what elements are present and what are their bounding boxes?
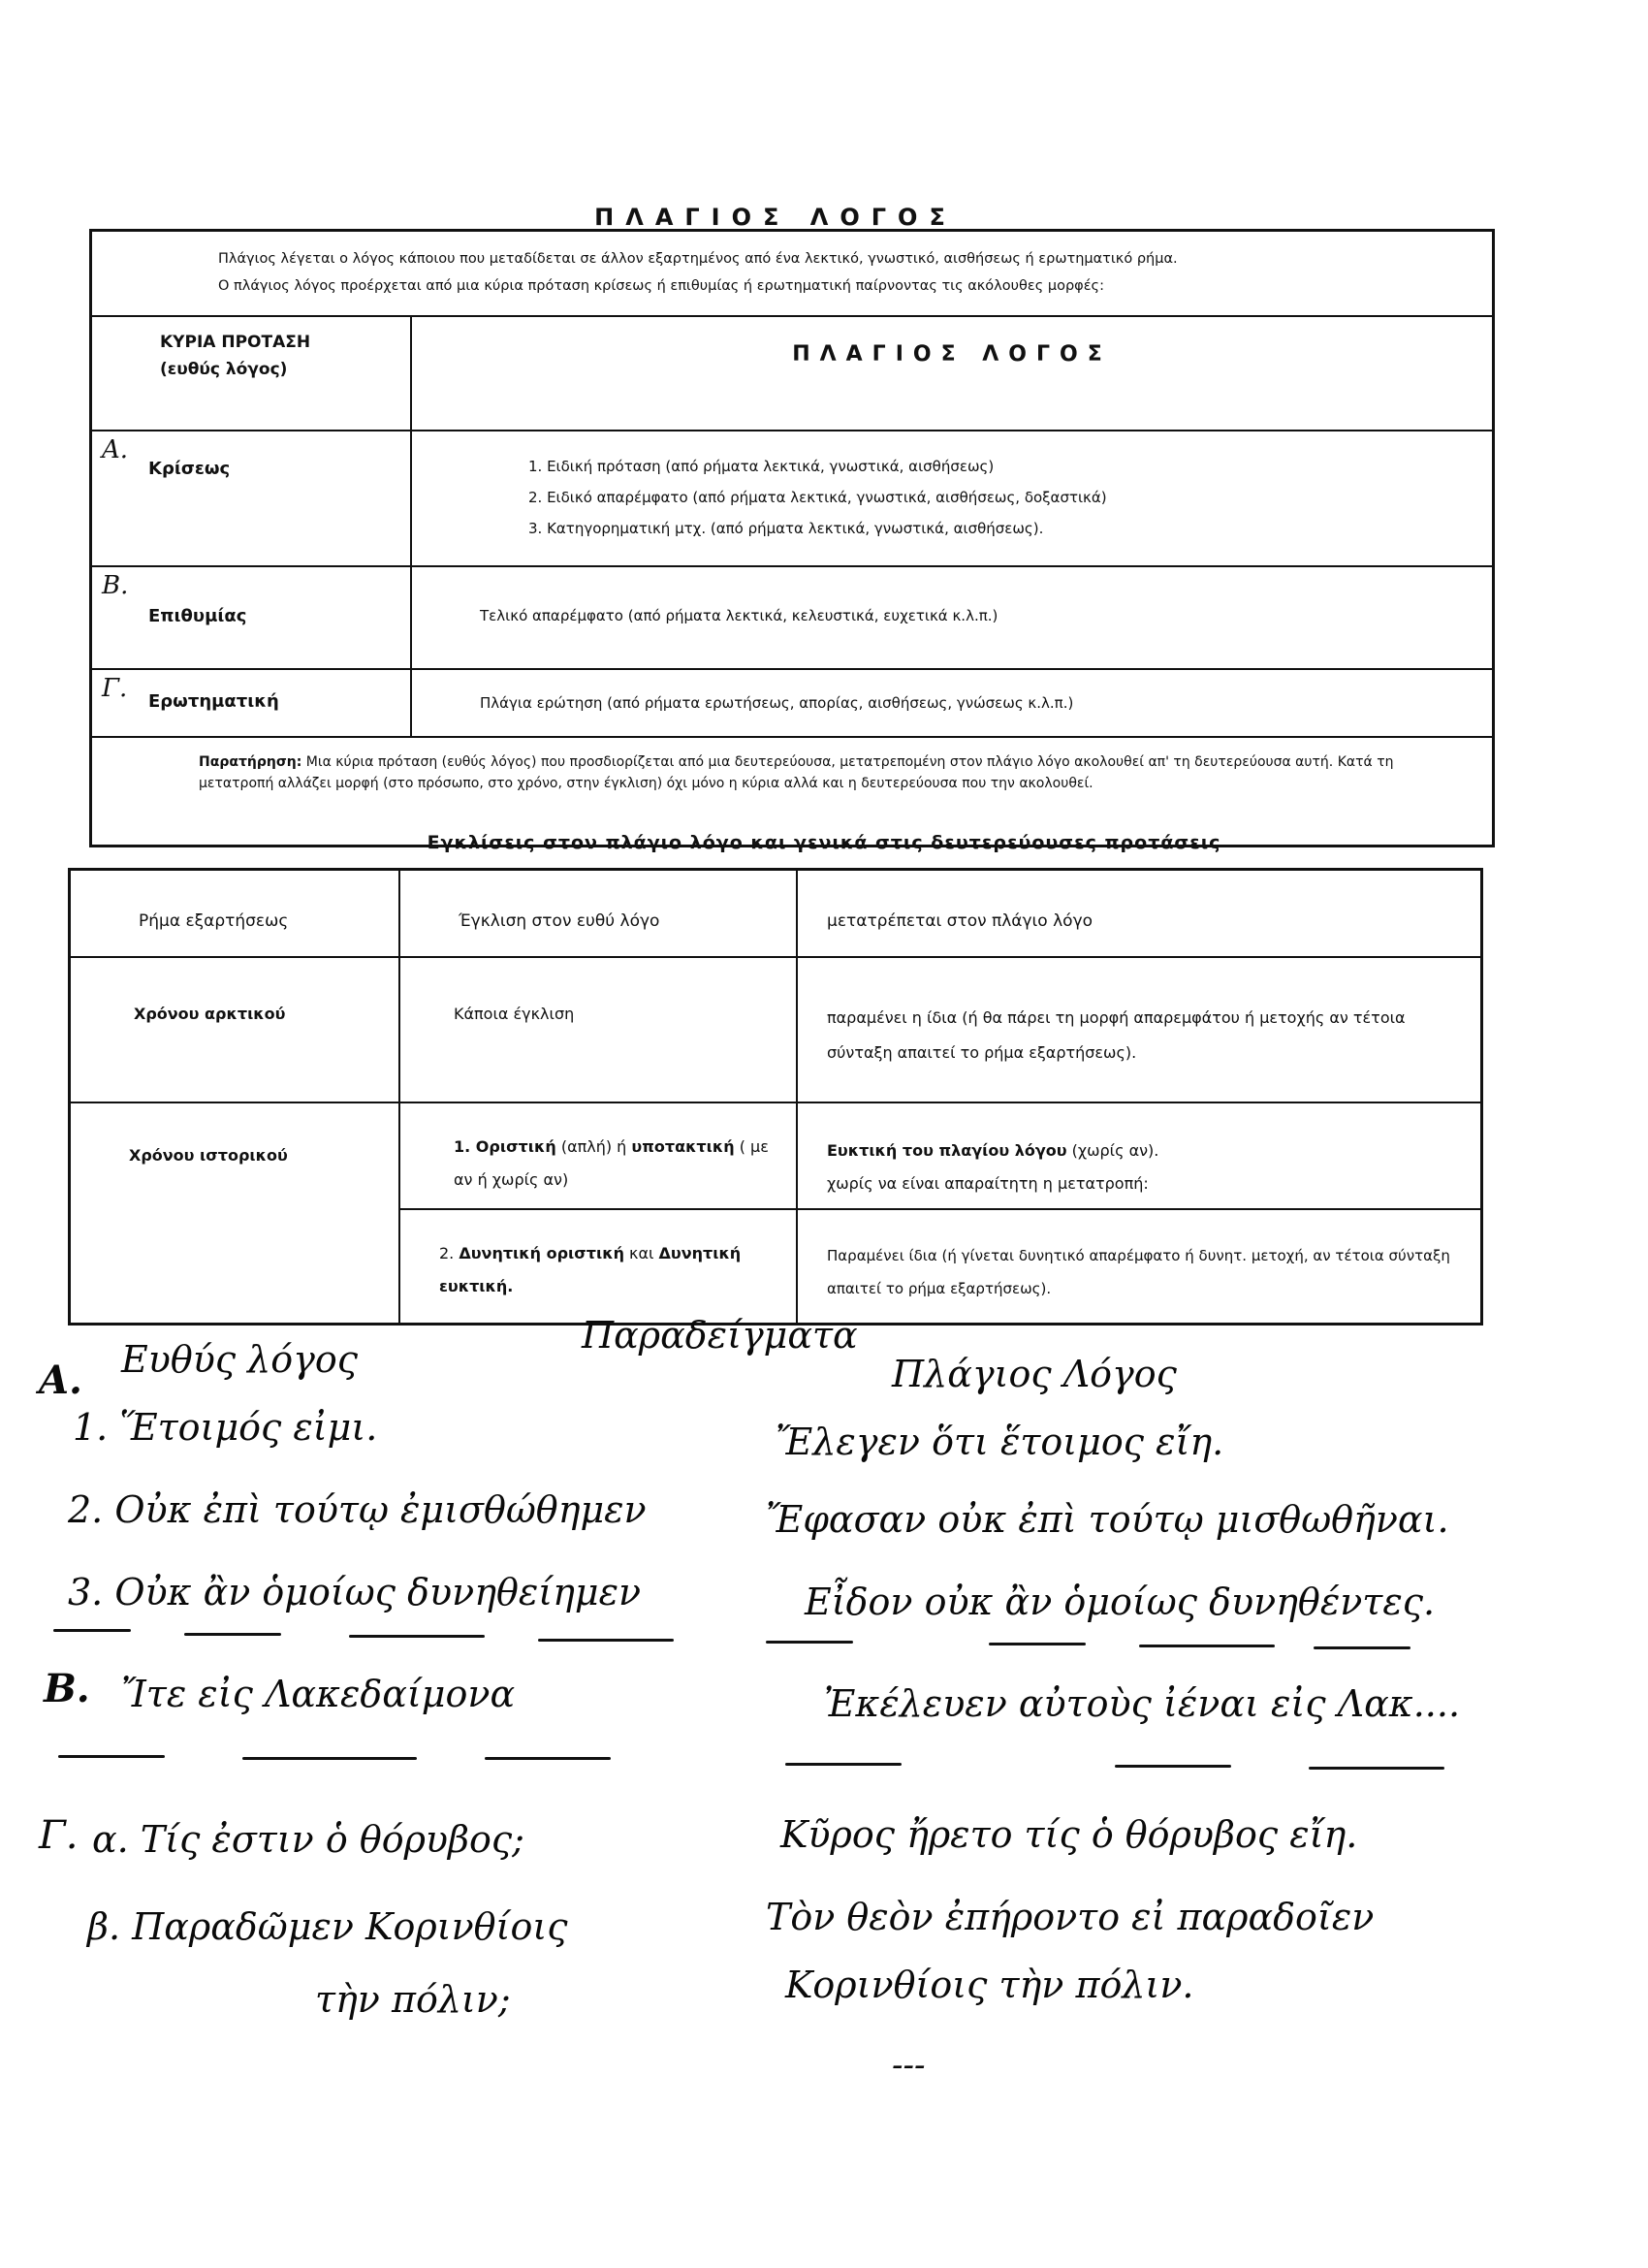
underline [766, 1641, 853, 1644]
underline [989, 1643, 1086, 1645]
intro-line-2: Ο πλάγιος λόγος προέρχεται από μια κύρια πρόταση κρίσεως ή επιθυμίας ή ερωτηματική παίρνοντας τις ακόλουθες μορφές: [218, 278, 1104, 294]
example-letter-a: A. [39, 1358, 82, 1403]
moods-subtitle: Εγκλίσεις στον πλάγιο λόγο και γενικά στις δευτερεύουσες προτάσεις [427, 832, 1221, 853]
row-content [412, 670, 1492, 736]
row-letter: B. [102, 571, 129, 600]
moods-row-historic [71, 1103, 1480, 1323]
underline [785, 1763, 902, 1766]
example-letter-b: B. [44, 1666, 90, 1711]
list-item: 1. Ειδική πρόταση (από ρήματα λεκτικά, γνωστικά, αισθήσεως) [528, 458, 995, 475]
moods-row-primary [71, 958, 1480, 1103]
underline [1115, 1765, 1231, 1768]
note-label: Παρατήρηση: [199, 754, 302, 770]
bold-term: Δυνητική ευκτική. [439, 1244, 742, 1295]
intro-cell [92, 232, 1492, 317]
direct-speech-heading: Ευθύς λόγος [121, 1338, 359, 1381]
direct-example-3: 3. Οὐκ ἂν ὁμοίως δυνηθείημεν [68, 1571, 642, 1613]
row-label-cell [92, 567, 412, 668]
row-content [412, 431, 1492, 565]
moods-table-header [71, 871, 1480, 958]
table1-row-question [92, 670, 1492, 738]
header-indirect-speech: ΠΛΑΓΙΟΣ ΛΟΓΟΣ [792, 342, 1112, 367]
note-cell [92, 738, 1492, 845]
underline [538, 1639, 674, 1642]
text-span: ( με αν ή χωρίς αν) [454, 1137, 769, 1189]
direct-mood-cell [400, 1210, 798, 1323]
row-letter: A. [102, 435, 129, 464]
text-span: 2. [439, 1244, 460, 1262]
row-content [412, 567, 1492, 668]
header-governing-verb: Ρήμα εξαρτήσεως [71, 871, 400, 956]
underline [1314, 1646, 1410, 1649]
bold-term: Δυνητική οριστική [459, 1244, 624, 1262]
indirect-example-2: Ἔφασαν οὐκ ἐπὶ τούτῳ μισθωθῆναι. [766, 1498, 1449, 1541]
text-span: (χωρίς αν). [1066, 1141, 1159, 1160]
header-main-clause-subtitle: (ευθύς λόγος) [160, 360, 288, 379]
text-span: και [623, 1244, 659, 1262]
underline [184, 1633, 281, 1636]
header-indirect-conversion: μετατρέπεται στον πλάγιο λόγο [827, 911, 1093, 931]
row-label: Ερωτηματική [148, 691, 279, 712]
underline [349, 1635, 485, 1638]
bold-term: υποτακτική [631, 1137, 735, 1156]
indirect-speech-table [89, 229, 1495, 847]
text-span: χωρίς να είναι απαραίτητη η μετατροπή: [827, 1174, 1149, 1193]
row-label: Κρίσεως [148, 459, 231, 479]
indirect-mood-cell: Παραμένει ίδια (ή γίνεται δυνητικό απαρέμφατο ή δυνητ. μετοχή, αν τέτοια σύνταξη απαιτεί το ρήμα εξαρτήσεως). [827, 1247, 1450, 1297]
historic-subrow-1 [400, 1103, 1480, 1210]
underline [1139, 1645, 1275, 1647]
row-label-cell [92, 670, 412, 736]
table1-header [92, 317, 1492, 431]
intro-line-1: Πλάγιος λέγεται ο λόγος κάποιου που μεταδίδεται σε άλλον εξαρτημένος από ένα λεκτικό, γνωστικό, αισθήσεως ή ερωτηματικό ρήμα. [218, 251, 1178, 267]
header-direct-mood: Έγκλιση στον ευθύ λόγο [400, 871, 798, 956]
indirect-example-1: Ἔλεγεν ὅτι ἕτοιμος εἴη. [776, 1421, 1224, 1463]
list-item: 2. Ειδικό απαρέμφατο (από ρήματα λεκτικά, γνωστικά, αισθήσεως, δοξαστικά) [528, 489, 1107, 506]
example-letter-g: Γ. [39, 1813, 79, 1858]
bold-term: 1. Οριστική [454, 1137, 556, 1156]
direct-mood-cell [400, 1103, 798, 1208]
underline [242, 1757, 417, 1760]
indirect-example-6-cont: Κορινθίοις τὴν πόλιν. [785, 1964, 1194, 2006]
verb-tense-cell: Χρόνου αρκτικού [71, 958, 400, 1102]
direct-example-6: β. Παραδῶμεν Κορινθίοις [87, 1905, 568, 1948]
header-main-clause-title: ΚΥΡΙΑ ΠΡΟΤΑΣΗ [160, 333, 311, 352]
indirect-example-5: Κῦρος ἤρετο τίς ὁ θόρυβος εἴη. [780, 1813, 1358, 1856]
list-item: Τελικό απαρέμφατο (από ρήματα λεκτικά, κελευστικά, ευχετικά κ.λ.π.) [480, 607, 998, 624]
direct-example-2: 2. Οὐκ ἐπὶ τούτῳ ἐμισθώθημεν [68, 1488, 647, 1531]
verb-tense-cell: Χρόνου ιστορικού [71, 1103, 400, 1323]
underline [1309, 1767, 1444, 1770]
table1-row-wish [92, 567, 1492, 670]
indirect-example-3: Εἶδον οὐκ ἂν ὁμοίως δυνηθέντες. [805, 1581, 1436, 1623]
direct-example-1: 1. Ἕτοιμός εἰμι. [73, 1406, 378, 1449]
indirect-example-4: Ἐκέλευεν αὐτοὺς ἰέναι εἰς Λακ.... [824, 1682, 1461, 1725]
note-text: Μια κύρια πρόταση (ευθύς λόγος) που προσδιορίζεται από μια δευτερεύουσα, μετατρεπομένη στον πλάγιο λόγο ακολουθεί απ' τη δευτερεύουσα αυτή. Κατά τη μετατροπή αλλάζει μορφή (στο πρόσωπο, στο χρόνο, στην έγκλιση) όχι μόνο η κύρια αλλά και η δευτερεύουσα που την ακολουθεί. [199, 754, 1394, 791]
indirect-mood-cell [798, 1103, 1480, 1208]
indirect-mood-cell: παραμένει η ίδια (ή θα πάρει τη μορφή απαρεμφάτου ή μετοχής αν τέτοια σύνταξη απαιτεί το ρήμα εξαρτήσεως). [827, 1008, 1406, 1062]
end-mark: --- [892, 2046, 926, 2085]
direct-example-4: Ἴτε εἰς Λακεδαίμονα [121, 1673, 516, 1715]
direct-example-5: α. Τίς ἐστιν ὁ θόρυβος; [92, 1818, 524, 1861]
direct-mood-cell: Κάποια έγκλιση [400, 958, 798, 1102]
direct-example-6-cont: τὴν πόλιν; [315, 1978, 511, 2021]
page-title: ΠΛΑΓΙΟΣ ΛΟΓΟΣ [594, 204, 957, 231]
row-label: Επιθυμίας [148, 606, 247, 626]
list-item: Πλάγια ερώτηση (από ρήματα ερωτήσεως, απορίας, αισθήσεως, γνώσεως κ.λ.π.) [480, 694, 1074, 712]
bold-term: Ευκτική του πλαγίου λόγου [827, 1141, 1067, 1160]
indirect-speech-heading: Πλάγιος Λόγος [892, 1353, 1177, 1395]
examples-heading: Παραδείγματα [582, 1314, 858, 1357]
row-label-cell [92, 431, 412, 565]
underline [58, 1755, 165, 1758]
underline [485, 1757, 611, 1760]
underline [53, 1629, 131, 1632]
indirect-example-6: Τὸν θεὸν ἐπήροντο εἰ παραδοῖεν [766, 1896, 1375, 1938]
row-letter: Γ. [102, 674, 128, 703]
table1-row-judgment [92, 431, 1492, 567]
list-item: 3. Κατηγορηματική μτχ. (από ρήματα λεκτικά, γνωστικά, αισθήσεως). [528, 520, 1044, 537]
text-span: (απλή) ή [555, 1137, 632, 1156]
historic-subrow-2 [400, 1210, 1480, 1323]
historic-subrows [400, 1103, 1480, 1323]
moods-table [68, 868, 1483, 1326]
header-main-clause [92, 317, 412, 430]
